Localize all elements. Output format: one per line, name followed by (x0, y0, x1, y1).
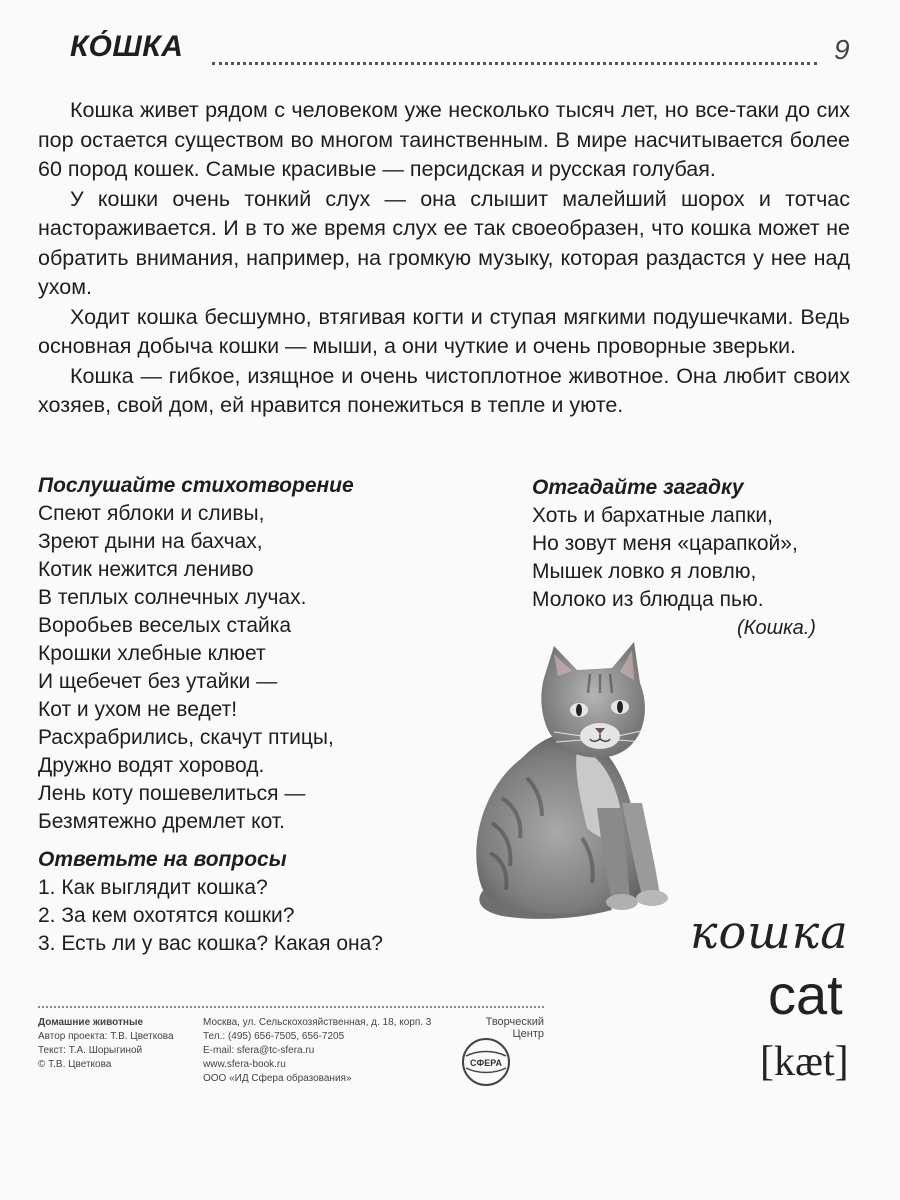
riddle-line: Молоко из блюдца пью. (532, 588, 764, 611)
question-item: 3. Есть ли у вас кошка? Какая она? (38, 932, 383, 955)
vocab-transcription: [kæt] (760, 1039, 849, 1085)
footer-address: Москва, ул. Сельскохозяйственная, д. 18, корп. 3 (203, 1017, 432, 1028)
poem-line: Зреют дыни на бахчах, (38, 530, 263, 553)
riddle-line: Хоть и бархатные лапки, (532, 504, 773, 527)
page-number: 9 (834, 34, 850, 65)
footer-website: www.sfera-book.ru (203, 1059, 286, 1070)
poem-line: Дружно водят хоровод. (38, 754, 265, 777)
poem-line: В теплых солнечных лучах. (38, 586, 307, 609)
questions-section (38, 846, 468, 958)
question-item: 2. За кем охотятся кошки? (38, 904, 295, 927)
riddle-line: Мышек ловко я ловлю, (532, 560, 757, 583)
publisher-line-2: Центр (512, 1028, 544, 1040)
sfera-logo-icon (460, 1036, 512, 1088)
intro-paragraph: Ходит кошка бесшумно, втягивая когти и ступая мягкими подушечками. Ведь основная добыча кошки — мыши, а они чуткие и очень проворные зверьки. (38, 304, 850, 358)
footer-company: ООО «ИД Сфера образования» (203, 1073, 352, 1084)
footer-text-author: Текст: Т.А. Шорыгиной (38, 1045, 143, 1056)
footer-email: E-mail: sfera@tc-sfera.ru (203, 1045, 315, 1056)
riddle-answer: (Кошка.) (737, 617, 816, 639)
footer-phone: Тел.: (495) 656-7505, 656-7205 (203, 1031, 345, 1042)
question-item: 1. Как выглядит кошка? (38, 876, 268, 899)
riddle-section (532, 474, 872, 642)
poem-line: Кот и ухом не ведет! (38, 698, 238, 721)
vocab-english-word: cat (768, 963, 843, 1026)
poem-line: Воробьев веселых стайка (38, 614, 292, 637)
poem-line: Расхрабрились, скачут птицы, (38, 726, 334, 749)
questions-heading: Ответьте на вопросы (38, 848, 287, 871)
footer-divider (38, 1006, 544, 1008)
poem-line: Крошки хлебные клюет (38, 642, 266, 665)
footer-copyright: © Т.В. Цветкова (38, 1059, 112, 1070)
intro-paragraph: Кошка живет рядом с человеком уже несколько тысяч лет, но все-таки до сих пор остается существом во многом таинственным. В мире насчитывается более 60 пород кошек. Самые красивые — персидская и русская голубая. (38, 98, 850, 181)
footer-credits (38, 1016, 174, 1072)
intro-paragraph: Кошка — гибкое, изящное и очень чистоплотное животное. Она любит своих хозяев, свой дом, ей нравится понежиться в тепле и уюте. (38, 363, 850, 417)
footer-series: Домашние животные (38, 1017, 144, 1028)
footer-author: Автор проекта: Т.В. Цветкова (38, 1031, 174, 1042)
logo-wordmark: СФЕРА (470, 1058, 502, 1068)
vocab-script-word: кошка (690, 905, 849, 959)
page-title: КО́ШКА (70, 30, 184, 63)
intro-paragraph: У кошки очень тонкий слух — она слышит малейший шорох и тотчас настораживается. И в то же время слух ее так своеобразен, что кошка может не обратить внимания, например, на громкую музыку, которая раздастся у нее над ухом. (38, 186, 850, 299)
footer-contacts (203, 1016, 431, 1086)
poem-line: Котик нежится лениво (38, 558, 254, 581)
poem-line: И щебечет без утайки — (38, 670, 278, 693)
publisher-line-1: Творческий (485, 1016, 544, 1028)
cat-photo-icon (462, 638, 677, 923)
poem-line: Безмятежно дремлет кот. (38, 810, 285, 833)
poem-line: Лень коту пошевелиться — (38, 782, 306, 805)
intro-text (38, 96, 850, 421)
title-dotted-leader (212, 62, 817, 65)
riddle-heading: Отгадайте загадку (532, 476, 744, 499)
poem-line: Спеют яблоки и сливы, (38, 502, 265, 525)
poem-section (38, 472, 468, 958)
riddle-line: Но зовут меня «царапкой», (532, 532, 798, 555)
poem-heading: Послушайте стихотворение (38, 474, 354, 497)
